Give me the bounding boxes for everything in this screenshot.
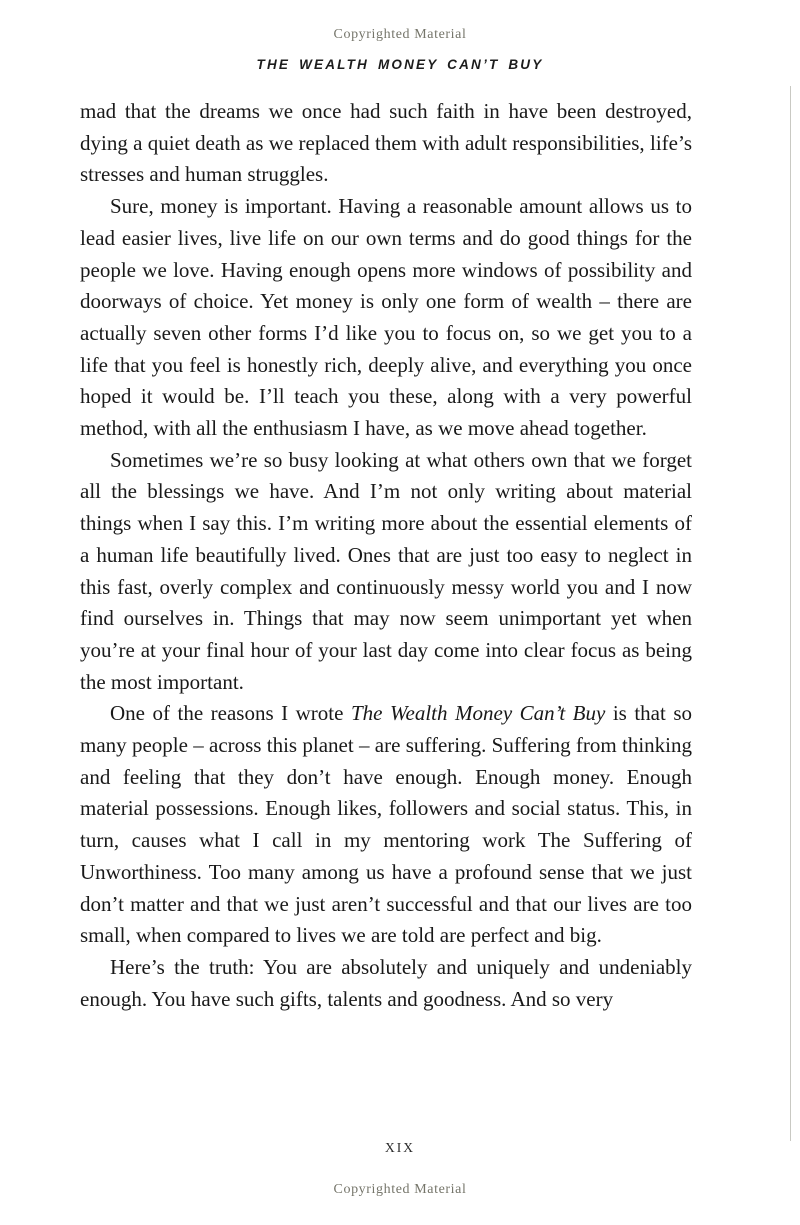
- paragraph-text: is that so many people – across this planet – are suffering. Suffering from thinking and feeling that they don’t have enough. Enough money. Enough material possessions. Enough likes, followers and social status. This, in turn, causes what I call in my mentoring work The Suffering of Unworthiness. Too many among us have a profound sense that we just don’t matter and that we just aren’t successful and that our lives are too small, when compared to lives we are told are perfect and big.: [80, 701, 693, 948]
- paragraph: Here’s the truth: You are absolutely and uniquely and undeniably enough. You have such gifts, talents and goodness. And so very: [80, 954, 692, 1011]
- paragraph: Sure, money is important. Having a reasonable amount allows us to lead easier lives, live life on our own terms and do good things for the people we love. Having enough opens more windows of possibility and doorways of choice. Yet money is only one form of wealth – there are actually seven other forms I’d like you to focus on, so we get you to a life that you feel is honestly rich, deeply alive, and everything you once hoped it would be. I’ll teach you these, along with a very powerful method, with all the enthusiasm I have, as we move ahead together.: [80, 194, 692, 441]
- page-number: XIX: [385, 1140, 415, 1155]
- copyright-notice-top: Copyrighted Material: [333, 27, 467, 42]
- paragraph: Sometimes we’re so busy looking at what others own that we forget all the blessings we have. And I’m not only writing about material things when I say this. I’m writing more about the essential elements of a human life beautifully lived. Ones that are just too easy to neglect in this fast, overly complex and continuously messy world you and I now find ourselves in. Things that may now seem unimportant yet when you’re at your final hour of your last day come into clear focus as being the most important.: [80, 447, 692, 694]
- paragraph-text: One of the reasons I wrote: [110, 701, 351, 726]
- copyright-notice-bottom: Copyrighted Material: [333, 1182, 467, 1197]
- running-header: THE WEALTH MONEY CAN’T BUY: [256, 57, 544, 72]
- page-body: [80, 96, 692, 1015]
- page-edge-line: [790, 86, 791, 1141]
- paragraph: [80, 698, 692, 952]
- paragraph-continuation: mad that the dreams we once had such faith in have been destroyed, dying a quiet death as we replaced them with adult responsibilities, life’s stresses and human struggles.: [80, 99, 692, 187]
- book-title-italic: The Wealth Money Can’t Buy: [350, 701, 606, 726]
